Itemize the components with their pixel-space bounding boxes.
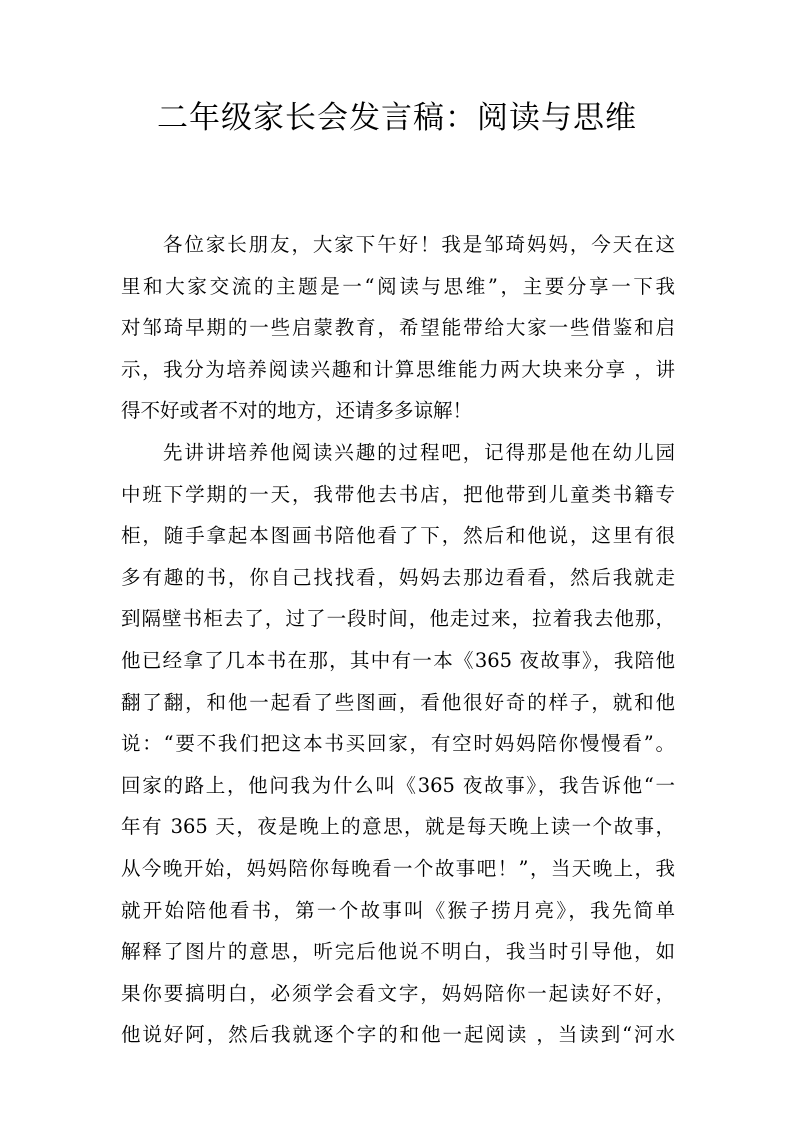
paragraph-1-line: 示，我分为培养阅读兴趣和计算思维能力两大块来分享 ，讲: [121, 357, 675, 381]
paragraph-2-line: 中班下学期的一天，我带他去书店，把他带到儿童类书籍专: [121, 482, 675, 506]
paragraph-2-line: 他说好阿，然后我就逐个字的和他一起阅读 ，当读到“河水: [121, 1023, 675, 1047]
document-title: 二年级家长会发言稿：阅读与思维: [157, 100, 637, 136]
paragraph-2-line: 他已经拿了几本书在那，其中有一本《365 夜故事》，我陪他: [121, 648, 675, 672]
paragraph-1-line: 里和大家交流的主题是一“阅读与思维”，主要分享一下我: [121, 274, 675, 298]
paragraph-2-line: 先讲讲培养他阅读兴趣的过程吧，记得那是他在幼儿园: [163, 440, 675, 464]
paragraph-2-line: 解释了图片的意思，听完后他说不明白，我当时引导他，如: [121, 940, 675, 964]
paragraph-2-line: 多有趣的书，你自己找找看，妈妈去那边看看，然后我就走: [121, 565, 675, 589]
paragraph-2-line: 年有 365 天，夜是晚上的意思，就是每天晚上读一个故事，: [121, 815, 675, 839]
paragraph-2-line: 到隔壁书柜去了，过了一段时间，他走过来，拉着我去他那，: [121, 607, 675, 631]
paragraph-1-line: 对邹琦早期的一些启蒙教育，希望能带给大家一些借鉴和启: [121, 316, 675, 340]
paragraph-2-line: 柜，随手拿起本图画书陪他看了下，然后和他说，这里有很: [121, 524, 675, 548]
paragraph-2-line: 就开始陪他看书，第一个故事叫《猴子捞月亮》，我先简单: [121, 898, 675, 922]
paragraph-1-line: 各位家长朋友，大家下午好！我是邹琦妈妈，今天在这: [163, 233, 675, 256]
paragraph-2-line: 翻了翻，和他一起看了些图画，看他很好奇的样子，就和他: [121, 690, 675, 714]
paragraph-2-line: 回家的路上，他问我为什么叫《365 夜故事》，我告诉他“一: [121, 773, 675, 797]
paragraph-1-line: 得不好或者不对的地方，还请多多谅解！: [121, 399, 473, 423]
paragraph-2-line: 果你要搞明白，必须学会看文字，妈妈陪你一起读好不好，: [121, 981, 675, 1005]
paragraph-2-line: 说：“要不我们把这本书买回家，有空时妈妈陪你慢慢看”。: [121, 732, 675, 756]
paragraph-2-line: 从今晚开始，妈妈陪你每晚看一个故事吧！”，当天晚上，我: [121, 856, 675, 880]
document-body: [121, 224, 675, 1056]
